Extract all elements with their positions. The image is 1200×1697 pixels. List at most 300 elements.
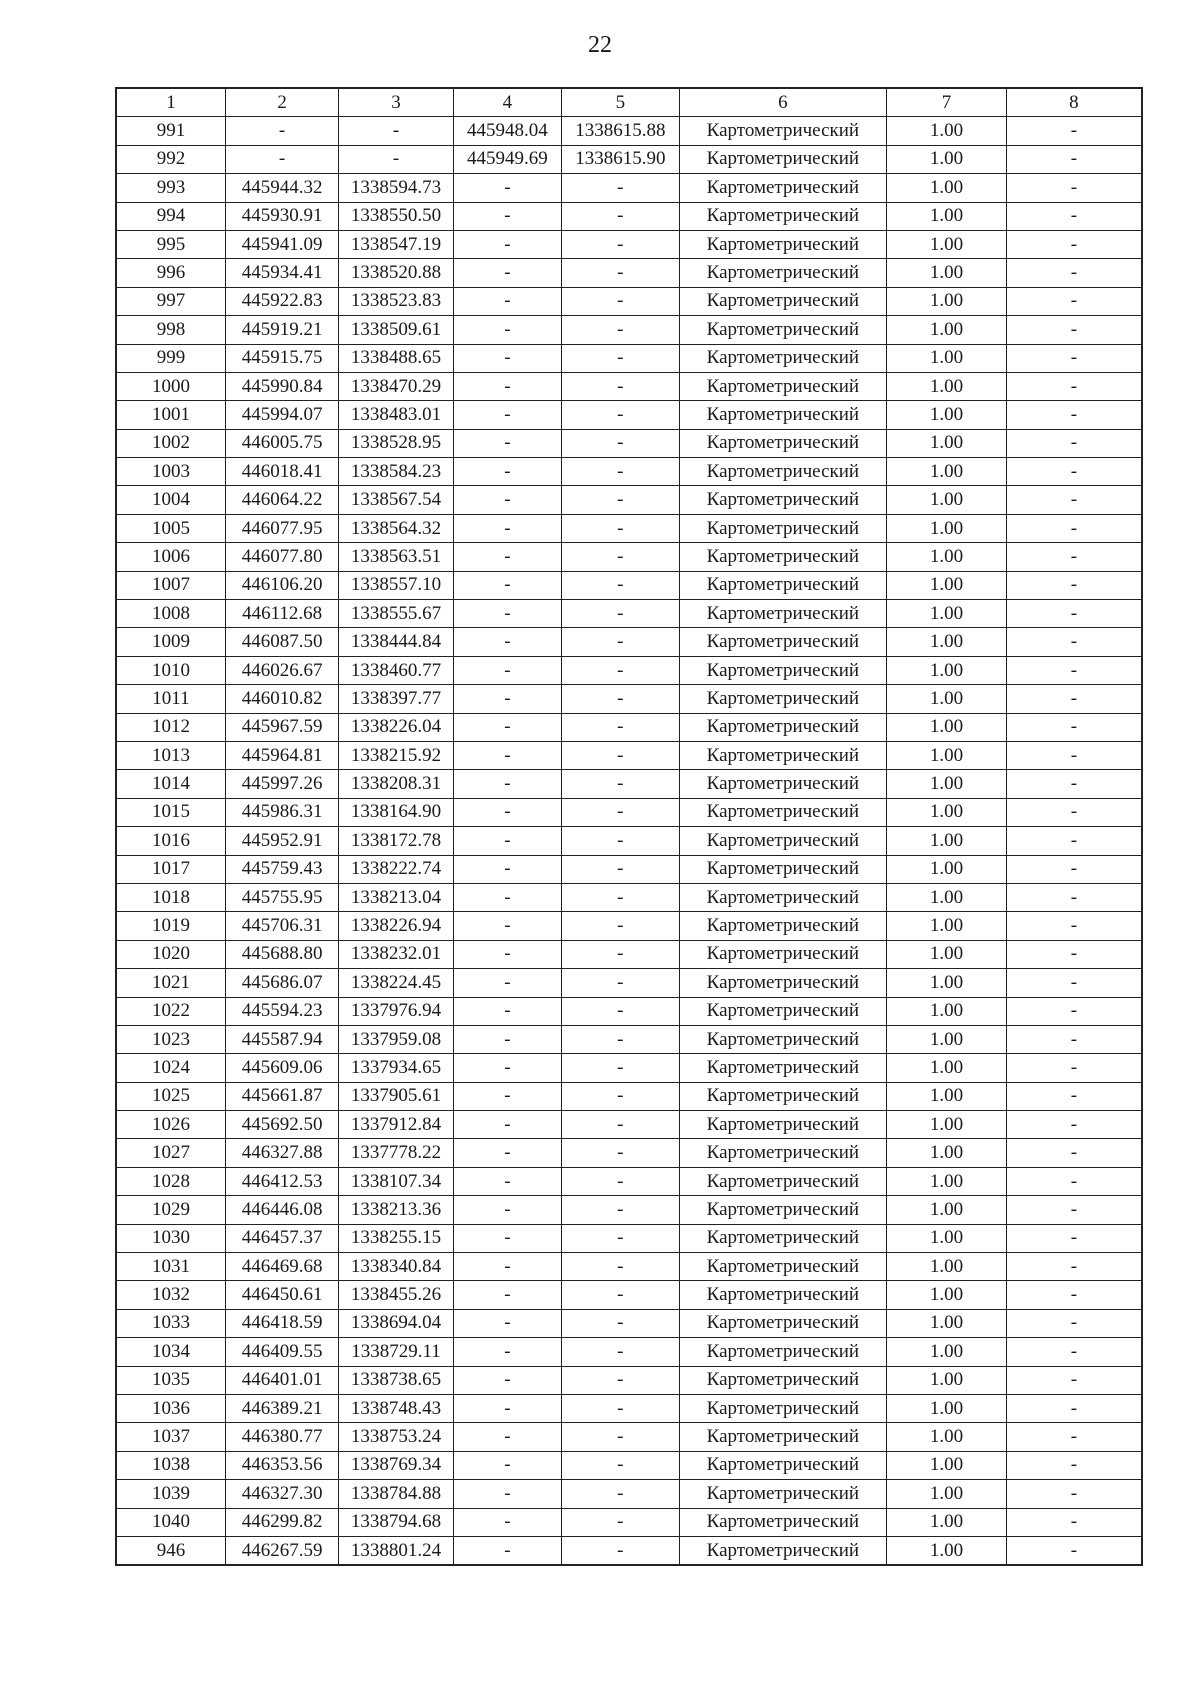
table-cell-col-6: Картометрический xyxy=(679,1082,887,1110)
table-cell-col-6: Картометрический xyxy=(679,940,887,968)
table-cell-col-6: Картометрический xyxy=(679,1508,887,1536)
table-cell-col-8: - xyxy=(1006,940,1142,968)
table-cell-col-6: Картометрический xyxy=(679,145,887,173)
table-cell-col-5: - xyxy=(562,685,679,713)
column-header-4: 4 xyxy=(453,88,561,117)
table-cell-col-5: - xyxy=(562,1139,679,1167)
table-cell-col-4: - xyxy=(453,883,561,911)
table-cell-col-2: 445952.91 xyxy=(225,827,338,855)
table-cell-col-8: - xyxy=(1006,1366,1142,1394)
table-cell-col-4: - xyxy=(453,486,561,514)
table-cell-col-5: - xyxy=(562,855,679,883)
table-cell-col-8: - xyxy=(1006,571,1142,599)
table-cell-col-2: 445994.07 xyxy=(225,401,338,429)
table-row xyxy=(116,372,1142,400)
table-cell-col-4: - xyxy=(453,969,561,997)
table-cell-col-6: Картометрический xyxy=(679,1309,887,1337)
table-row xyxy=(116,1082,1142,1110)
table-cell-col-2: 445661.87 xyxy=(225,1082,338,1110)
table-cell-col-4: - xyxy=(453,685,561,713)
table-cell-col-1: 1028 xyxy=(116,1167,225,1195)
table-cell-col-7: 1.00 xyxy=(887,287,1007,315)
table-cell-col-2: 445686.07 xyxy=(225,969,338,997)
table-cell-col-4: - xyxy=(453,656,561,684)
table-cell-col-2: 446457.37 xyxy=(225,1224,338,1252)
table-cell-col-4: - xyxy=(453,628,561,656)
table-cell-col-7: 1.00 xyxy=(887,656,1007,684)
column-header-3: 3 xyxy=(339,88,453,117)
table-cell-col-5: - xyxy=(562,429,679,457)
table-cell-col-1: 995 xyxy=(116,230,225,258)
table-cell-col-1: 1033 xyxy=(116,1309,225,1337)
table-cell-col-2: - xyxy=(225,117,338,145)
column-header-8: 8 xyxy=(1006,88,1142,117)
table-cell-col-4: - xyxy=(453,1025,561,1053)
table-cell-col-4: - xyxy=(453,1536,561,1565)
table-cell-col-1: 1014 xyxy=(116,770,225,798)
table-cell-col-4: - xyxy=(453,1111,561,1139)
table-cell-col-3: 1338563.51 xyxy=(339,543,453,571)
table-cell-col-1: 1036 xyxy=(116,1394,225,1422)
table-cell-col-7: 1.00 xyxy=(887,1394,1007,1422)
table-cell-col-1: 1006 xyxy=(116,543,225,571)
table-cell-col-6: Картометрический xyxy=(679,344,887,372)
table-cell-col-6: Картометрический xyxy=(679,1054,887,1082)
table-cell-col-7: 1.00 xyxy=(887,1480,1007,1508)
table-cell-col-1: 991 xyxy=(116,117,225,145)
table-row xyxy=(116,770,1142,798)
table-cell-col-8: - xyxy=(1006,344,1142,372)
table-cell-col-6: Картометрический xyxy=(679,1281,887,1309)
table-cell-col-8: - xyxy=(1006,741,1142,769)
table-cell-col-8: - xyxy=(1006,458,1142,486)
table-cell-col-1: 1010 xyxy=(116,656,225,684)
table-cell-col-6: Картометрический xyxy=(679,628,887,656)
table-cell-col-5: - xyxy=(562,1394,679,1422)
table-cell-col-2: 446401.01 xyxy=(225,1366,338,1394)
table-cell-col-5: - xyxy=(562,230,679,258)
table-row xyxy=(116,344,1142,372)
table-cell-col-5: - xyxy=(562,969,679,997)
table-cell-col-2: 445706.31 xyxy=(225,912,338,940)
table-row xyxy=(116,1480,1142,1508)
table-row xyxy=(116,486,1142,514)
table-cell-col-6: Картометрический xyxy=(679,798,887,826)
table-cell-col-1: 1015 xyxy=(116,798,225,826)
table-cell-col-4: - xyxy=(453,997,561,1025)
table-cell-col-2: 446418.59 xyxy=(225,1309,338,1337)
table-cell-col-6: Картометрический xyxy=(679,1423,887,1451)
table-row xyxy=(116,1281,1142,1309)
table-cell-col-2: 446380.77 xyxy=(225,1423,338,1451)
table-cell-col-7: 1.00 xyxy=(887,1111,1007,1139)
table-cell-col-5: - xyxy=(562,1508,679,1536)
table-cell-col-3: 1338557.10 xyxy=(339,571,453,599)
table-cell-col-7: 1.00 xyxy=(887,1508,1007,1536)
table-cell-col-1: 1008 xyxy=(116,600,225,628)
column-header-7: 7 xyxy=(887,88,1007,117)
table-cell-col-3: 1338455.26 xyxy=(339,1281,453,1309)
table-cell-col-2: 446077.95 xyxy=(225,514,338,542)
table-cell-col-6: Картометрический xyxy=(679,174,887,202)
table-cell-col-2: 446412.53 xyxy=(225,1167,338,1195)
table-row xyxy=(116,713,1142,741)
table-cell-col-2: 446327.88 xyxy=(225,1139,338,1167)
table-cell-col-5: - xyxy=(562,514,679,542)
table-row xyxy=(116,912,1142,940)
table-cell-col-7: 1.00 xyxy=(887,1423,1007,1451)
table-cell-col-3: 1338520.88 xyxy=(339,259,453,287)
table-cell-col-2: 445944.32 xyxy=(225,174,338,202)
table-cell-col-5: - xyxy=(562,1281,679,1309)
table-row xyxy=(116,1366,1142,1394)
table-cell-col-4: - xyxy=(453,316,561,344)
table-cell-col-2: 445915.75 xyxy=(225,344,338,372)
table-cell-col-1: 1012 xyxy=(116,713,225,741)
table-cell-col-5: - xyxy=(562,1451,679,1479)
table-cell-col-5: - xyxy=(562,1082,679,1110)
table-cell-col-8: - xyxy=(1006,1253,1142,1281)
table-cell-col-3: 1338397.77 xyxy=(339,685,453,713)
table-cell-col-8: - xyxy=(1006,912,1142,940)
table-row xyxy=(116,458,1142,486)
table-cell-col-1: 1001 xyxy=(116,401,225,429)
table-cell-col-8: - xyxy=(1006,230,1142,258)
table-body xyxy=(116,117,1142,1565)
table-cell-col-6: Картометрический xyxy=(679,429,887,457)
page-number: 22 xyxy=(588,32,612,58)
table-cell-col-5: - xyxy=(562,600,679,628)
table-cell-col-8: - xyxy=(1006,855,1142,883)
table-cell-col-5: 1338615.88 xyxy=(562,117,679,145)
table-cell-col-4: - xyxy=(453,855,561,883)
table-cell-col-5: - xyxy=(562,1338,679,1366)
table-cell-col-8: - xyxy=(1006,316,1142,344)
table-cell-col-6: Картометрический xyxy=(679,372,887,400)
table-cell-col-3: 1338523.83 xyxy=(339,287,453,315)
table-cell-col-5: - xyxy=(562,883,679,911)
table-row xyxy=(116,1338,1142,1366)
table-cell-col-7: 1.00 xyxy=(887,1025,1007,1053)
table-cell-col-4: - xyxy=(453,458,561,486)
table-cell-col-7: 1.00 xyxy=(887,202,1007,230)
table-cell-col-4: - xyxy=(453,230,561,258)
table-cell-col-5: 1338615.90 xyxy=(562,145,679,173)
table-cell-col-4: - xyxy=(453,259,561,287)
table-cell-col-3: 1338550.50 xyxy=(339,202,453,230)
table-cell-col-3: 1338547.19 xyxy=(339,230,453,258)
table-cell-col-6: Картометрический xyxy=(679,1253,887,1281)
table-cell-col-1: 1024 xyxy=(116,1054,225,1082)
table-cell-col-1: 1005 xyxy=(116,514,225,542)
table-cell-col-3: 1338470.29 xyxy=(339,372,453,400)
table-cell-col-1: 998 xyxy=(116,316,225,344)
table-cell-col-3: 1338694.04 xyxy=(339,1309,453,1337)
table-cell-col-2: 446087.50 xyxy=(225,628,338,656)
table-cell-col-8: - xyxy=(1006,401,1142,429)
table-cell-col-8: - xyxy=(1006,883,1142,911)
table-cell-col-7: 1.00 xyxy=(887,1224,1007,1252)
table-cell-col-6: Картометрический xyxy=(679,401,887,429)
table-cell-col-7: 1.00 xyxy=(887,543,1007,571)
table-cell-col-1: 1030 xyxy=(116,1224,225,1252)
table-cell-col-1: 1023 xyxy=(116,1025,225,1053)
table-cell-col-6: Картометрический xyxy=(679,316,887,344)
table-cell-col-8: - xyxy=(1006,1423,1142,1451)
table-row xyxy=(116,1167,1142,1195)
table-cell-col-2: 445986.31 xyxy=(225,798,338,826)
table-cell-col-6: Картометрический xyxy=(679,543,887,571)
table-cell-col-7: 1.00 xyxy=(887,571,1007,599)
table-cell-col-5: - xyxy=(562,827,679,855)
table-cell-col-7: 1.00 xyxy=(887,344,1007,372)
table-cell-col-2: 445692.50 xyxy=(225,1111,338,1139)
table-cell-col-6: Картометрический xyxy=(679,685,887,713)
table-cell-col-6: Картометрический xyxy=(679,1167,887,1195)
table-cell-col-2: 445919.21 xyxy=(225,316,338,344)
table-cell-col-7: 1.00 xyxy=(887,1338,1007,1366)
table-cell-col-4: - xyxy=(453,1139,561,1167)
table-cell-col-1: 994 xyxy=(116,202,225,230)
table-row xyxy=(116,117,1142,145)
table-cell-col-3: 1338444.84 xyxy=(339,628,453,656)
table-row xyxy=(116,628,1142,656)
table-cell-col-5: - xyxy=(562,486,679,514)
table-cell-col-1: 1007 xyxy=(116,571,225,599)
table-cell-col-6: Картометрический xyxy=(679,741,887,769)
table-cell-col-6: Картометрический xyxy=(679,969,887,997)
table-cell-col-4: 445949.69 xyxy=(453,145,561,173)
table-header-row xyxy=(116,88,1142,117)
table-cell-col-7: 1.00 xyxy=(887,145,1007,173)
table-cell-col-4: - xyxy=(453,600,561,628)
table-cell-col-4: - xyxy=(453,202,561,230)
table-cell-col-3: 1338340.84 xyxy=(339,1253,453,1281)
table-row xyxy=(116,1139,1142,1167)
table-cell-col-6: Картометрический xyxy=(679,600,887,628)
table-cell-col-5: - xyxy=(562,1253,679,1281)
table-cell-col-3: 1338528.95 xyxy=(339,429,453,457)
table-cell-col-4: - xyxy=(453,1394,561,1422)
table-cell-col-1: 1016 xyxy=(116,827,225,855)
table-cell-col-2: 446299.82 xyxy=(225,1508,338,1536)
table-cell-col-8: - xyxy=(1006,145,1142,173)
table-cell-col-7: 1.00 xyxy=(887,372,1007,400)
table-cell-col-1: 946 xyxy=(116,1536,225,1565)
table-cell-col-5: - xyxy=(562,316,679,344)
table-cell-col-7: 1.00 xyxy=(887,997,1007,1025)
table-cell-col-1: 1009 xyxy=(116,628,225,656)
table-cell-col-2: 446018.41 xyxy=(225,458,338,486)
table-cell-col-2: 446450.61 xyxy=(225,1281,338,1309)
table-cell-col-8: - xyxy=(1006,1111,1142,1139)
table-cell-col-5: - xyxy=(562,1423,679,1451)
table-cell-col-1: 992 xyxy=(116,145,225,173)
table-cell-col-3: 1338794.68 xyxy=(339,1508,453,1536)
table-cell-col-8: - xyxy=(1006,628,1142,656)
table-cell-col-5: - xyxy=(562,202,679,230)
table-cell-col-8: - xyxy=(1006,1480,1142,1508)
table-cell-col-1: 1011 xyxy=(116,685,225,713)
table-cell-col-5: - xyxy=(562,997,679,1025)
table-cell-col-3: 1338255.15 xyxy=(339,1224,453,1252)
table-row xyxy=(116,798,1142,826)
table-cell-col-1: 1003 xyxy=(116,458,225,486)
table-cell-col-1: 1034 xyxy=(116,1338,225,1366)
table-cell-col-2: 446446.08 xyxy=(225,1196,338,1224)
table-cell-col-7: 1.00 xyxy=(887,1253,1007,1281)
table-cell-col-8: - xyxy=(1006,1139,1142,1167)
table-cell-col-2: 445594.23 xyxy=(225,997,338,1025)
table-cell-col-4: - xyxy=(453,741,561,769)
table-row xyxy=(116,1054,1142,1082)
table-cell-col-2: 446353.56 xyxy=(225,1451,338,1479)
table-cell-col-7: 1.00 xyxy=(887,1082,1007,1110)
table-cell-col-5: - xyxy=(562,1480,679,1508)
table-cell-col-4: - xyxy=(453,429,561,457)
table-cell-col-7: 1.00 xyxy=(887,458,1007,486)
table-cell-col-5: - xyxy=(562,1224,679,1252)
table-cell-col-3: - xyxy=(339,117,453,145)
table-cell-col-5: - xyxy=(562,798,679,826)
table-cell-col-2: 446112.68 xyxy=(225,600,338,628)
table-cell-col-3: 1338164.90 xyxy=(339,798,453,826)
table-cell-col-4: - xyxy=(453,1224,561,1252)
table-cell-col-8: - xyxy=(1006,798,1142,826)
table-cell-col-3: 1338208.31 xyxy=(339,770,453,798)
table-cell-col-6: Картометрический xyxy=(679,770,887,798)
table-cell-col-5: - xyxy=(562,1167,679,1195)
table-cell-col-1: 1039 xyxy=(116,1480,225,1508)
table-row xyxy=(116,571,1142,599)
table-cell-col-1: 997 xyxy=(116,287,225,315)
table-row xyxy=(116,1253,1142,1281)
table-cell-col-7: 1.00 xyxy=(887,741,1007,769)
table-cell-col-3: 1338748.43 xyxy=(339,1394,453,1422)
table-cell-col-3: 1338213.04 xyxy=(339,883,453,911)
table-cell-col-7: 1.00 xyxy=(887,1451,1007,1479)
table-cell-col-3: 1337934.65 xyxy=(339,1054,453,1082)
table-cell-col-6: Картометрический xyxy=(679,259,887,287)
table-cell-col-8: - xyxy=(1006,1224,1142,1252)
table-cell-col-5: - xyxy=(562,1309,679,1337)
table-row xyxy=(116,940,1142,968)
table-cell-col-7: 1.00 xyxy=(887,940,1007,968)
table-cell-col-3: 1337912.84 xyxy=(339,1111,453,1139)
table-cell-col-4: - xyxy=(453,1196,561,1224)
column-header-6: 6 xyxy=(679,88,887,117)
table-cell-col-1: 999 xyxy=(116,344,225,372)
table-cell-col-7: 1.00 xyxy=(887,1309,1007,1337)
table-cell-col-6: Картометрический xyxy=(679,1338,887,1366)
table-cell-col-7: 1.00 xyxy=(887,883,1007,911)
table-row xyxy=(116,600,1142,628)
table-row xyxy=(116,1196,1142,1224)
table-cell-col-7: 1.00 xyxy=(887,1167,1007,1195)
table-cell-col-1: 1017 xyxy=(116,855,225,883)
table-cell-col-6: Картометрический xyxy=(679,1480,887,1508)
column-header-5: 5 xyxy=(562,88,679,117)
table-cell-col-1: 1019 xyxy=(116,912,225,940)
table-cell-col-8: - xyxy=(1006,600,1142,628)
table-cell-col-7: 1.00 xyxy=(887,429,1007,457)
table-cell-col-4: 445948.04 xyxy=(453,117,561,145)
table-cell-col-8: - xyxy=(1006,1508,1142,1536)
table-cell-col-4: - xyxy=(453,1423,561,1451)
table-row xyxy=(116,656,1142,684)
table-cell-col-2: - xyxy=(225,145,338,173)
table-cell-col-3: 1337905.61 xyxy=(339,1082,453,1110)
table-cell-col-2: 445941.09 xyxy=(225,230,338,258)
table-cell-col-8: - xyxy=(1006,1054,1142,1082)
table-row xyxy=(116,401,1142,429)
table-cell-col-1: 1032 xyxy=(116,1281,225,1309)
table-row xyxy=(116,514,1142,542)
table-cell-col-3: 1338738.65 xyxy=(339,1366,453,1394)
table-cell-col-1: 1037 xyxy=(116,1423,225,1451)
table-cell-col-5: - xyxy=(562,543,679,571)
table-row xyxy=(116,1224,1142,1252)
table-cell-col-1: 1000 xyxy=(116,372,225,400)
table-cell-col-7: 1.00 xyxy=(887,912,1007,940)
table-cell-col-8: - xyxy=(1006,1536,1142,1565)
table-cell-col-5: - xyxy=(562,741,679,769)
table-cell-col-8: - xyxy=(1006,1338,1142,1366)
table-cell-col-5: - xyxy=(562,401,679,429)
table-cell-col-8: - xyxy=(1006,486,1142,514)
table-cell-col-8: - xyxy=(1006,770,1142,798)
table-cell-col-7: 1.00 xyxy=(887,1054,1007,1082)
table-cell-col-3: 1338226.94 xyxy=(339,912,453,940)
table-row xyxy=(116,883,1142,911)
table-cell-col-6: Картометрический xyxy=(679,883,887,911)
table-cell-col-8: - xyxy=(1006,543,1142,571)
table-cell-col-2: 445759.43 xyxy=(225,855,338,883)
table-cell-col-3: 1338564.32 xyxy=(339,514,453,542)
table-cell-col-3: 1338172.78 xyxy=(339,827,453,855)
table-cell-col-3: 1338801.24 xyxy=(339,1536,453,1565)
table-cell-col-1: 1022 xyxy=(116,997,225,1025)
table-cell-col-8: - xyxy=(1006,997,1142,1025)
table-row xyxy=(116,259,1142,287)
table-cell-col-1: 1031 xyxy=(116,1253,225,1281)
table-cell-col-1: 1020 xyxy=(116,940,225,968)
table-cell-col-3: 1338483.01 xyxy=(339,401,453,429)
table-cell-col-7: 1.00 xyxy=(887,401,1007,429)
table-cell-col-4: - xyxy=(453,713,561,741)
column-header-2: 2 xyxy=(225,88,338,117)
table-cell-col-7: 1.00 xyxy=(887,117,1007,145)
table-cell-col-7: 1.00 xyxy=(887,600,1007,628)
table-cell-col-3: 1337778.22 xyxy=(339,1139,453,1167)
table-row xyxy=(116,855,1142,883)
table-cell-col-7: 1.00 xyxy=(887,713,1007,741)
table-cell-col-8: - xyxy=(1006,1394,1142,1422)
table-cell-col-8: - xyxy=(1006,827,1142,855)
table-cell-col-6: Картометрический xyxy=(679,117,887,145)
table-cell-col-7: 1.00 xyxy=(887,770,1007,798)
table-row xyxy=(116,685,1142,713)
table-cell-col-4: - xyxy=(453,1338,561,1366)
table-cell-col-6: Картометрический xyxy=(679,912,887,940)
table-row xyxy=(116,202,1142,230)
table-cell-col-5: - xyxy=(562,628,679,656)
table-cell-col-8: - xyxy=(1006,656,1142,684)
table-cell-col-4: - xyxy=(453,344,561,372)
table-cell-col-3: 1338769.34 xyxy=(339,1451,453,1479)
table-cell-col-6: Картометрический xyxy=(679,571,887,599)
table-cell-col-3: 1338215.92 xyxy=(339,741,453,769)
